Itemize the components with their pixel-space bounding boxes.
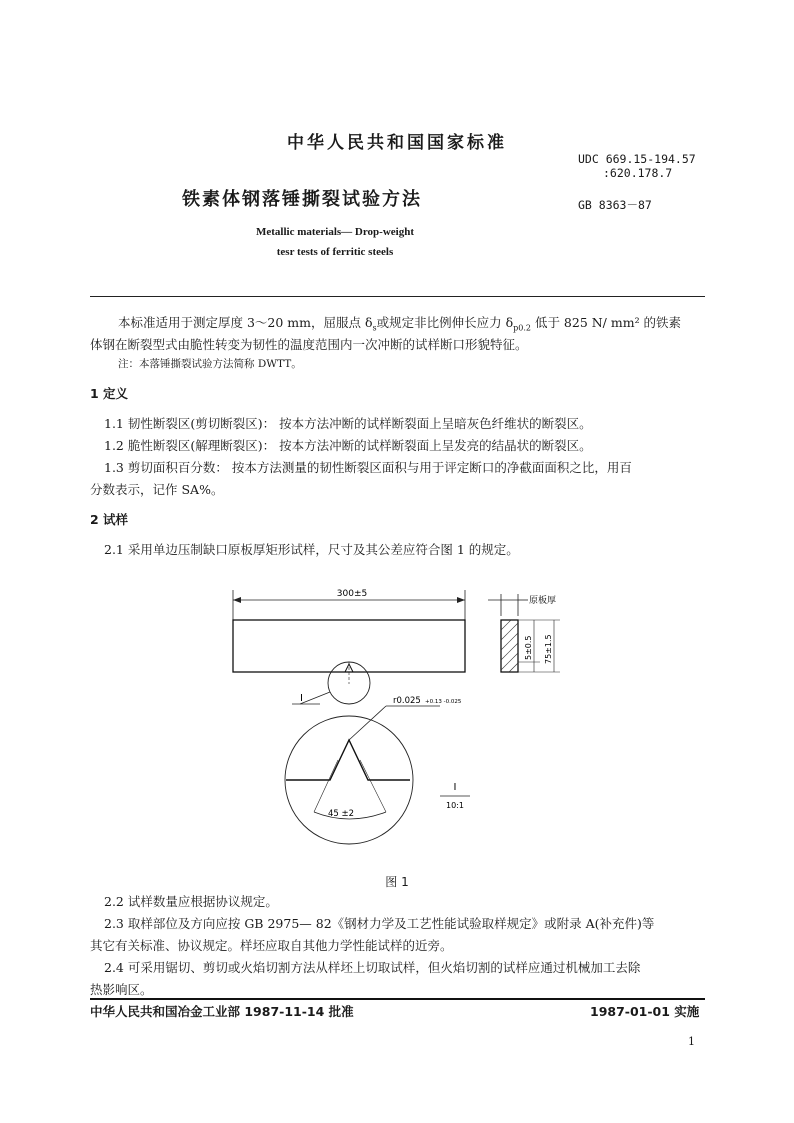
section1-item3-line1: 1.3 剪切面积百分数： 按本方法测量的韧性断裂区面积与用于评定断口的净截面面积之比，用百 xyxy=(104,460,632,475)
angle-ext-left xyxy=(314,760,338,812)
scale-ratio: 10:1 xyxy=(446,801,464,810)
detail-mark-label: I xyxy=(300,693,303,704)
udc-code-line2: :620.178.7 xyxy=(603,166,673,180)
section2-item1: 2.1 采用单边压制缺口原板厚矩形试样，尺寸及其公差应符合图 1 的规定。 xyxy=(104,542,519,557)
section2-item4-line1: 2.4 可采用锯切、剪切或火焰切割方法从样坯上切取试样，但火焰切割的试样应通过机械加工去除 xyxy=(104,960,641,975)
section2-item3-line2: 其它有关标准、协议规定。样坯应取自其他力学性能试样的近旁。 xyxy=(90,938,453,953)
height-label: 75±1.5 xyxy=(544,634,553,664)
dim-arrow-right xyxy=(457,597,465,603)
gb-number: GB 8363－87 xyxy=(578,198,652,212)
page-number: 1 xyxy=(688,1035,695,1048)
footer-divider xyxy=(90,998,705,1000)
radius-label: r0.025 xyxy=(393,696,421,706)
figure1-caption: 图 1 xyxy=(385,875,409,889)
intro-line1: 本标准适用于测定厚度 3～20 mm，屈服点 $\delta_s$或规定非比例伸长应力 $\delta_{p0.2}$ 低于 825 N/ mm² 的铁素 xyxy=(118,315,682,333)
thickness-label: 原板厚 xyxy=(529,596,557,606)
section1-item1: 1.1 韧性断裂区(剪切断裂区)： 按本方法冲断的试样断裂面上呈暗灰色纤维状的断裂区。 xyxy=(104,416,592,431)
radius-tolerance: +0.13 -0.025 xyxy=(425,699,462,705)
side-hatching xyxy=(501,620,518,672)
english-title-line2: tesr tests of ferritic steels xyxy=(276,246,394,258)
enlarged-notch-profile xyxy=(286,740,410,780)
radius-leader xyxy=(349,706,386,740)
section2-item4-line2: 热影响区。 xyxy=(90,982,153,997)
angle-label: 45 ±2 xyxy=(328,809,355,819)
scale-mark: I xyxy=(453,782,457,793)
notch-depth-label: 5±0.5 xyxy=(524,635,533,660)
document-title: 铁素体钢落锤撕裂试验方法 xyxy=(182,189,422,210)
section1-heading: 1 定义 xyxy=(90,386,129,401)
dim-arrow-left xyxy=(233,597,241,603)
intro-line2: 体钢在断裂型式由脆性转变为韧性的温度范围内一次冲断的试样断口形貌特征。 xyxy=(90,337,528,352)
section2-heading: 2 试样 xyxy=(90,512,129,527)
section1-item3-line2: 分数表示，记作 SA%。 xyxy=(90,482,224,497)
section1-item2: 1.2 脆性断裂区(解理断裂区)： 按本方法冲断的试样断裂面上呈发亮的结晶状的断裂区。 xyxy=(104,438,592,453)
length-dimension-label: 300±5 xyxy=(336,589,368,599)
approval-info: 中华人民共和国冶金工业部 1987-11-14 批准 xyxy=(90,1004,354,1019)
section2-item2: 2.2 试样数量应根据协议规定。 xyxy=(104,894,278,909)
standard-name: 中华人民共和国国家标准 xyxy=(287,133,507,153)
implementation-date: 1987-01-01 实施 xyxy=(590,1004,700,1019)
english-title-line1: Metallic materials— Drop-weight xyxy=(255,226,415,238)
udc-code-line1: UDC 669.15-194.57 xyxy=(578,152,696,166)
figure1-drawing xyxy=(0,580,794,880)
angle-ext-right xyxy=(360,760,386,812)
section2-item3-line1: 2.3 取样部位及方向应按 GB 2975— 82《钢材力学及工艺性能试验取样规定》或附录 A(补充件)等 xyxy=(104,916,655,931)
intro-note: 注：本落锤撕裂试验方法简称 DWTT。 xyxy=(118,358,302,370)
detail-leader xyxy=(300,692,330,704)
header-divider xyxy=(90,296,705,297)
